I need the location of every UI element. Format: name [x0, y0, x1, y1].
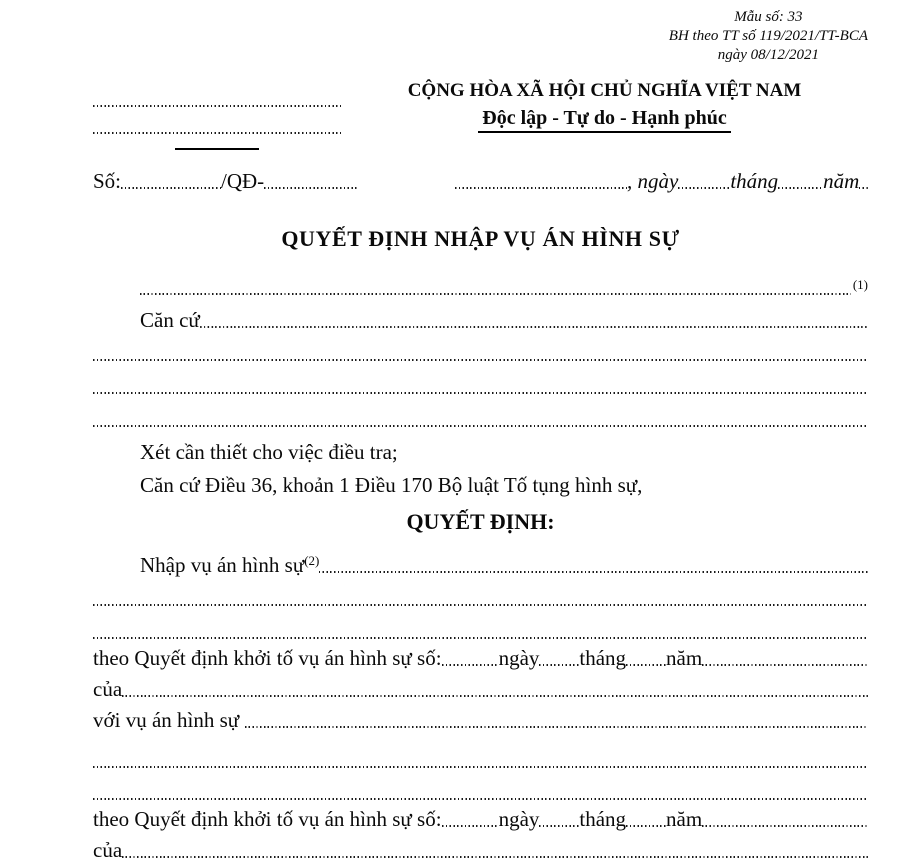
- month-blank: [626, 664, 666, 666]
- place-date-group: [455, 168, 868, 194]
- agency-divider-rule: [175, 148, 259, 150]
- document-number-group: [93, 168, 351, 194]
- dotted-blank-line: [93, 333, 868, 366]
- issuer-blank-line: [93, 268, 868, 300]
- can-cu-dieu-line: [93, 465, 868, 498]
- voi-vu-an-line: [93, 702, 868, 733]
- year-blank: [859, 187, 868, 189]
- nam-label: năm: [666, 646, 703, 670]
- month-blank: [778, 187, 823, 189]
- day-blank: [539, 664, 579, 666]
- can-cu-line: [93, 300, 868, 333]
- xet-can-thiet-text: Xét cần thiết cho việc điều tra;: [140, 440, 398, 464]
- national-motto: Độc lập - Tự do - Hạnh phúc: [341, 105, 868, 131]
- theo-quyet-dinh-line: [93, 805, 868, 832]
- qd-prefix: /QĐ-: [221, 169, 265, 193]
- agency-name-blank-1: [93, 105, 341, 107]
- nhap-vu-an-blank: [319, 571, 868, 573]
- thang-label: tháng: [579, 646, 627, 670]
- ngay-label: , ngày: [627, 169, 679, 193]
- case-number-blank: [442, 664, 499, 666]
- document-header: [93, 77, 868, 150]
- national-title: CỘNG HÒA XÃ HỘI CHỦ NGHĨA VIỆT NAM: [407, 80, 802, 101]
- national-header: [341, 77, 868, 150]
- cua-blank: [122, 695, 868, 697]
- nhap-vu-an-label: Nhập vụ án hình sự$^{(2)}$: [140, 553, 320, 577]
- theo-quyet-dinh-label: theo Quyết định khởi tố vụ án hình sự số:: [93, 807, 442, 831]
- theo-quyet-dinh-label: theo Quyết định khởi tố vụ án hình sự số:: [93, 646, 442, 670]
- footnote-2-marker: (2): [304, 553, 320, 568]
- cua-label: của: [93, 677, 123, 701]
- cua-label: của: [93, 838, 123, 862]
- case-number-blank: [442, 825, 499, 827]
- day-blank: [539, 825, 579, 827]
- month-blank: [626, 825, 666, 827]
- cua-line: [93, 832, 868, 863]
- nam-label: năm: [823, 169, 860, 193]
- footnote-1-marker: (1): [852, 277, 868, 292]
- voi-vu-an-label: với vụ án hình sự: [93, 708, 240, 732]
- ngay-label: ngày: [498, 646, 540, 670]
- voi-vu-an-blank: [245, 726, 868, 728]
- so-label: Số:: [93, 169, 122, 193]
- form-issuance-note: BH theo TT số 119/2021/TT-BCA: [668, 28, 868, 44]
- theo-quyet-dinh-line: [93, 644, 868, 671]
- dotted-blank-line: [93, 733, 868, 773]
- year-blank: [702, 825, 868, 827]
- can-cu-blank: [200, 326, 868, 328]
- issuer-blank: [140, 293, 851, 295]
- thang-label: tháng: [730, 169, 779, 193]
- nhap-vu-an-line: [93, 540, 868, 578]
- dotted-blank-line: [93, 773, 868, 805]
- number-date-row: [93, 166, 868, 194]
- can-cu-label: Căn cứ: [140, 308, 200, 332]
- dotted-blank-line: [93, 399, 868, 432]
- place-blank: [455, 187, 627, 189]
- thang-label: tháng: [579, 807, 627, 831]
- xet-can-thiet-line: [93, 432, 868, 465]
- decision-heading: QUYẾT ĐỊNH:: [406, 509, 555, 534]
- form-issuance-date: ngày 08/12/2021: [717, 47, 820, 63]
- document-number-suffix-blank: [264, 187, 359, 189]
- year-blank: [702, 664, 868, 666]
- dotted-blank-line: [93, 578, 868, 611]
- form-model-number: Mẫu số: 33: [734, 9, 803, 25]
- nam-label: năm: [666, 807, 703, 831]
- day-blank: [678, 187, 730, 189]
- issuing-agency-block: [93, 77, 341, 150]
- cua-line: [93, 671, 868, 702]
- dotted-blank-line: [93, 366, 868, 399]
- cua-blank: [122, 856, 868, 858]
- agency-name-blank-2: [93, 132, 341, 134]
- can-cu-dieu-text: Căn cứ Điều 36, khoản 1 Điều 170 Bộ luật Tố tụng hình sự,: [140, 473, 643, 497]
- ngay-label: ngày: [498, 807, 540, 831]
- document-title: QUYẾT ĐỊNH NHẬP VỤ ÁN HÌNH SỰ: [281, 226, 680, 251]
- form-meta: [669, 8, 868, 65]
- document-number-blank: [121, 187, 221, 189]
- dotted-blank-line: [93, 611, 868, 644]
